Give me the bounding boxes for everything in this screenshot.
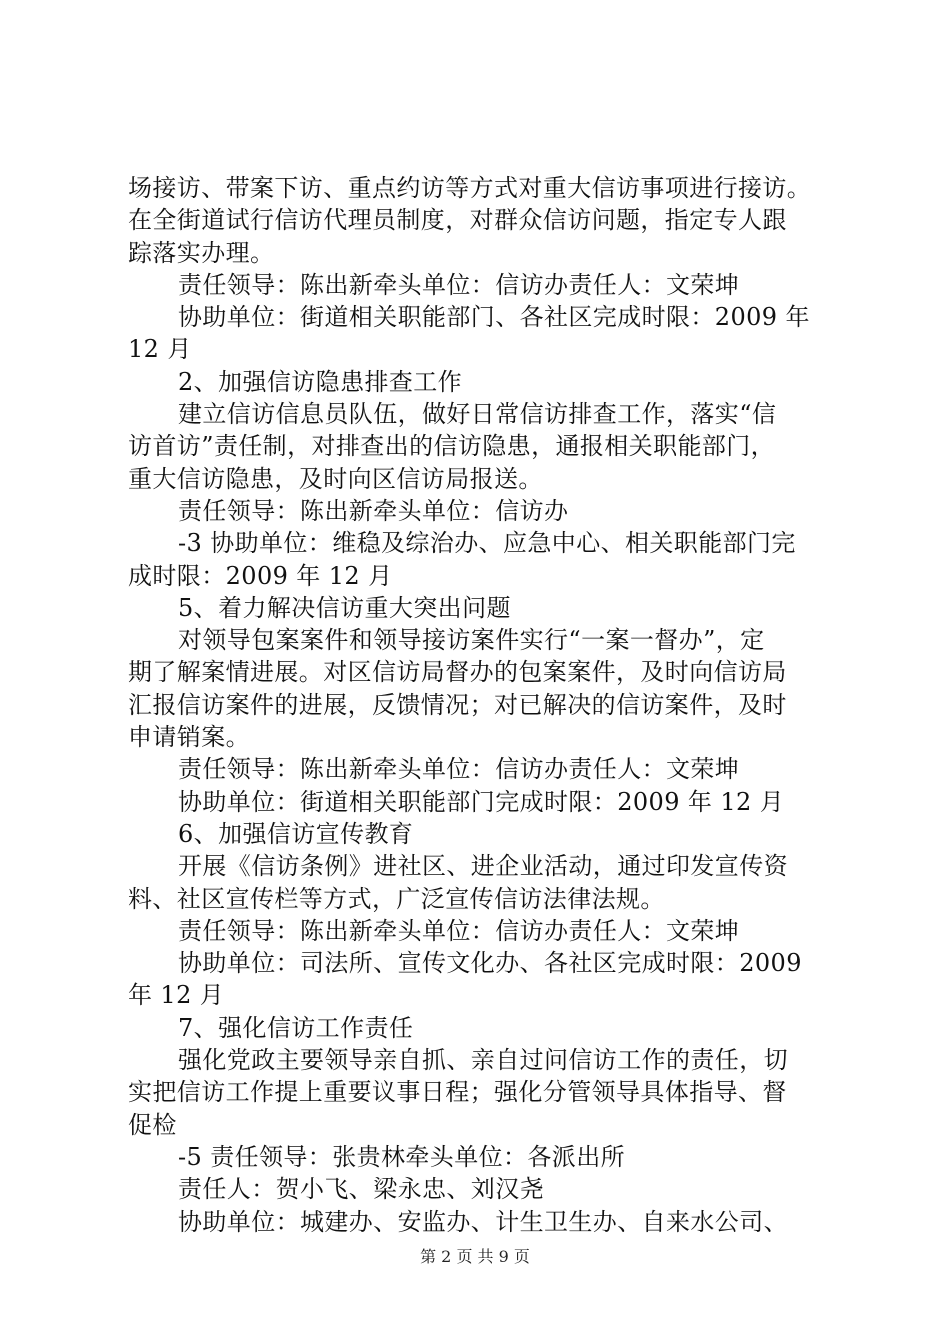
section-heading: 5、着力解决信访重大突出问题: [178, 593, 511, 622]
responsibility-line: 责任领导：陈出新牵头单位：信访办责任人：文荣坤: [178, 755, 740, 784]
responsibility-line: 责任领导：陈出新牵头单位：信访办: [178, 496, 569, 525]
text-line: 重大信访隐患，及时向区信访局报送。: [128, 464, 543, 493]
responsible-person-line: 责任人：贺小飞、梁永忠、刘汉尧: [178, 1175, 544, 1204]
text-line: 踪落实办理。: [128, 238, 275, 267]
assist-unit-line: 协助单位：城建办、安监办、计生卫生办、自来水公司、: [178, 1207, 788, 1236]
text-line: 料、社区宣传栏等方式，广泛宣传信访法律法规。: [128, 884, 665, 913]
section-heading: 2、加强信访隐患排查工作: [178, 367, 463, 396]
text-line: 访首访”责任制，对排查出的信访隐患，通报相关职能部门，: [128, 432, 776, 461]
paragraph-line: 强化党政主要领导亲自抓、亲自过问信访工作的责任，切: [178, 1046, 788, 1075]
responsibility-line: -5 责任领导：张贵林牵头单位：各派出所: [178, 1142, 626, 1171]
text-line: 年 12 月: [128, 981, 225, 1010]
responsibility-line: 责任领导：陈出新牵头单位：信访办责任人：文荣坤: [178, 916, 740, 945]
assist-unit-line: 协助单位：司法所、宣传文化办、各社区完成时限：2009: [178, 949, 802, 978]
paragraph-line: 开展《信访条例》进社区、进企业活动，通过印发宣传资: [178, 852, 788, 881]
text-line: 汇报信访案件的进展，反馈情况；对已解决的信访案件，及时: [128, 690, 787, 719]
text-line: 申请销案。: [128, 723, 250, 752]
text-line: 场接访、带案下访、重点约访等方式对重大信访事项进行接访。: [128, 174, 812, 202]
text-line: 成时限：2009 年 12 月: [128, 561, 393, 590]
assist-unit-line: 协助单位：街道相关职能部门完成时限：2009 年 12 月: [178, 787, 785, 816]
text-line: 促检: [128, 1110, 177, 1139]
section-heading: 6、加强信访宣传教育: [178, 819, 414, 848]
responsibility-line: 责任领导：陈出新牵头单位：信访办责任人：文荣坤: [178, 270, 740, 299]
page-footer: 第 2 页 共 9 页: [420, 1247, 530, 1266]
text-line: 实把信访工作提上重要议事日程；强化分管领导具体指导、督: [128, 1078, 787, 1107]
section-heading: 7、强化信访工作责任: [178, 1013, 414, 1042]
text-line: 12 月: [128, 335, 192, 364]
paragraph-line: 建立信访信息员队伍，做好日常信访排查工作，落实“信: [178, 400, 777, 429]
paragraph-line: 对领导包案案件和领导接访案件实行“一案一督办”，定: [178, 626, 765, 655]
assist-unit-line: -3 协助单位：维稳及综治办、应急中心、相关职能部门完: [178, 529, 796, 558]
assist-unit-line: 协助单位：街道相关职能部门、各社区完成时限：2009 年: [178, 303, 810, 332]
text-line: 期了解案情进展。对区信访局督办的包案案件，及时向信访局: [128, 658, 787, 687]
text-line: 在全街道试行信访代理员制度，对群众信访问题，指定专人跟: [128, 206, 787, 235]
document-body: [128, 172, 840, 1238]
